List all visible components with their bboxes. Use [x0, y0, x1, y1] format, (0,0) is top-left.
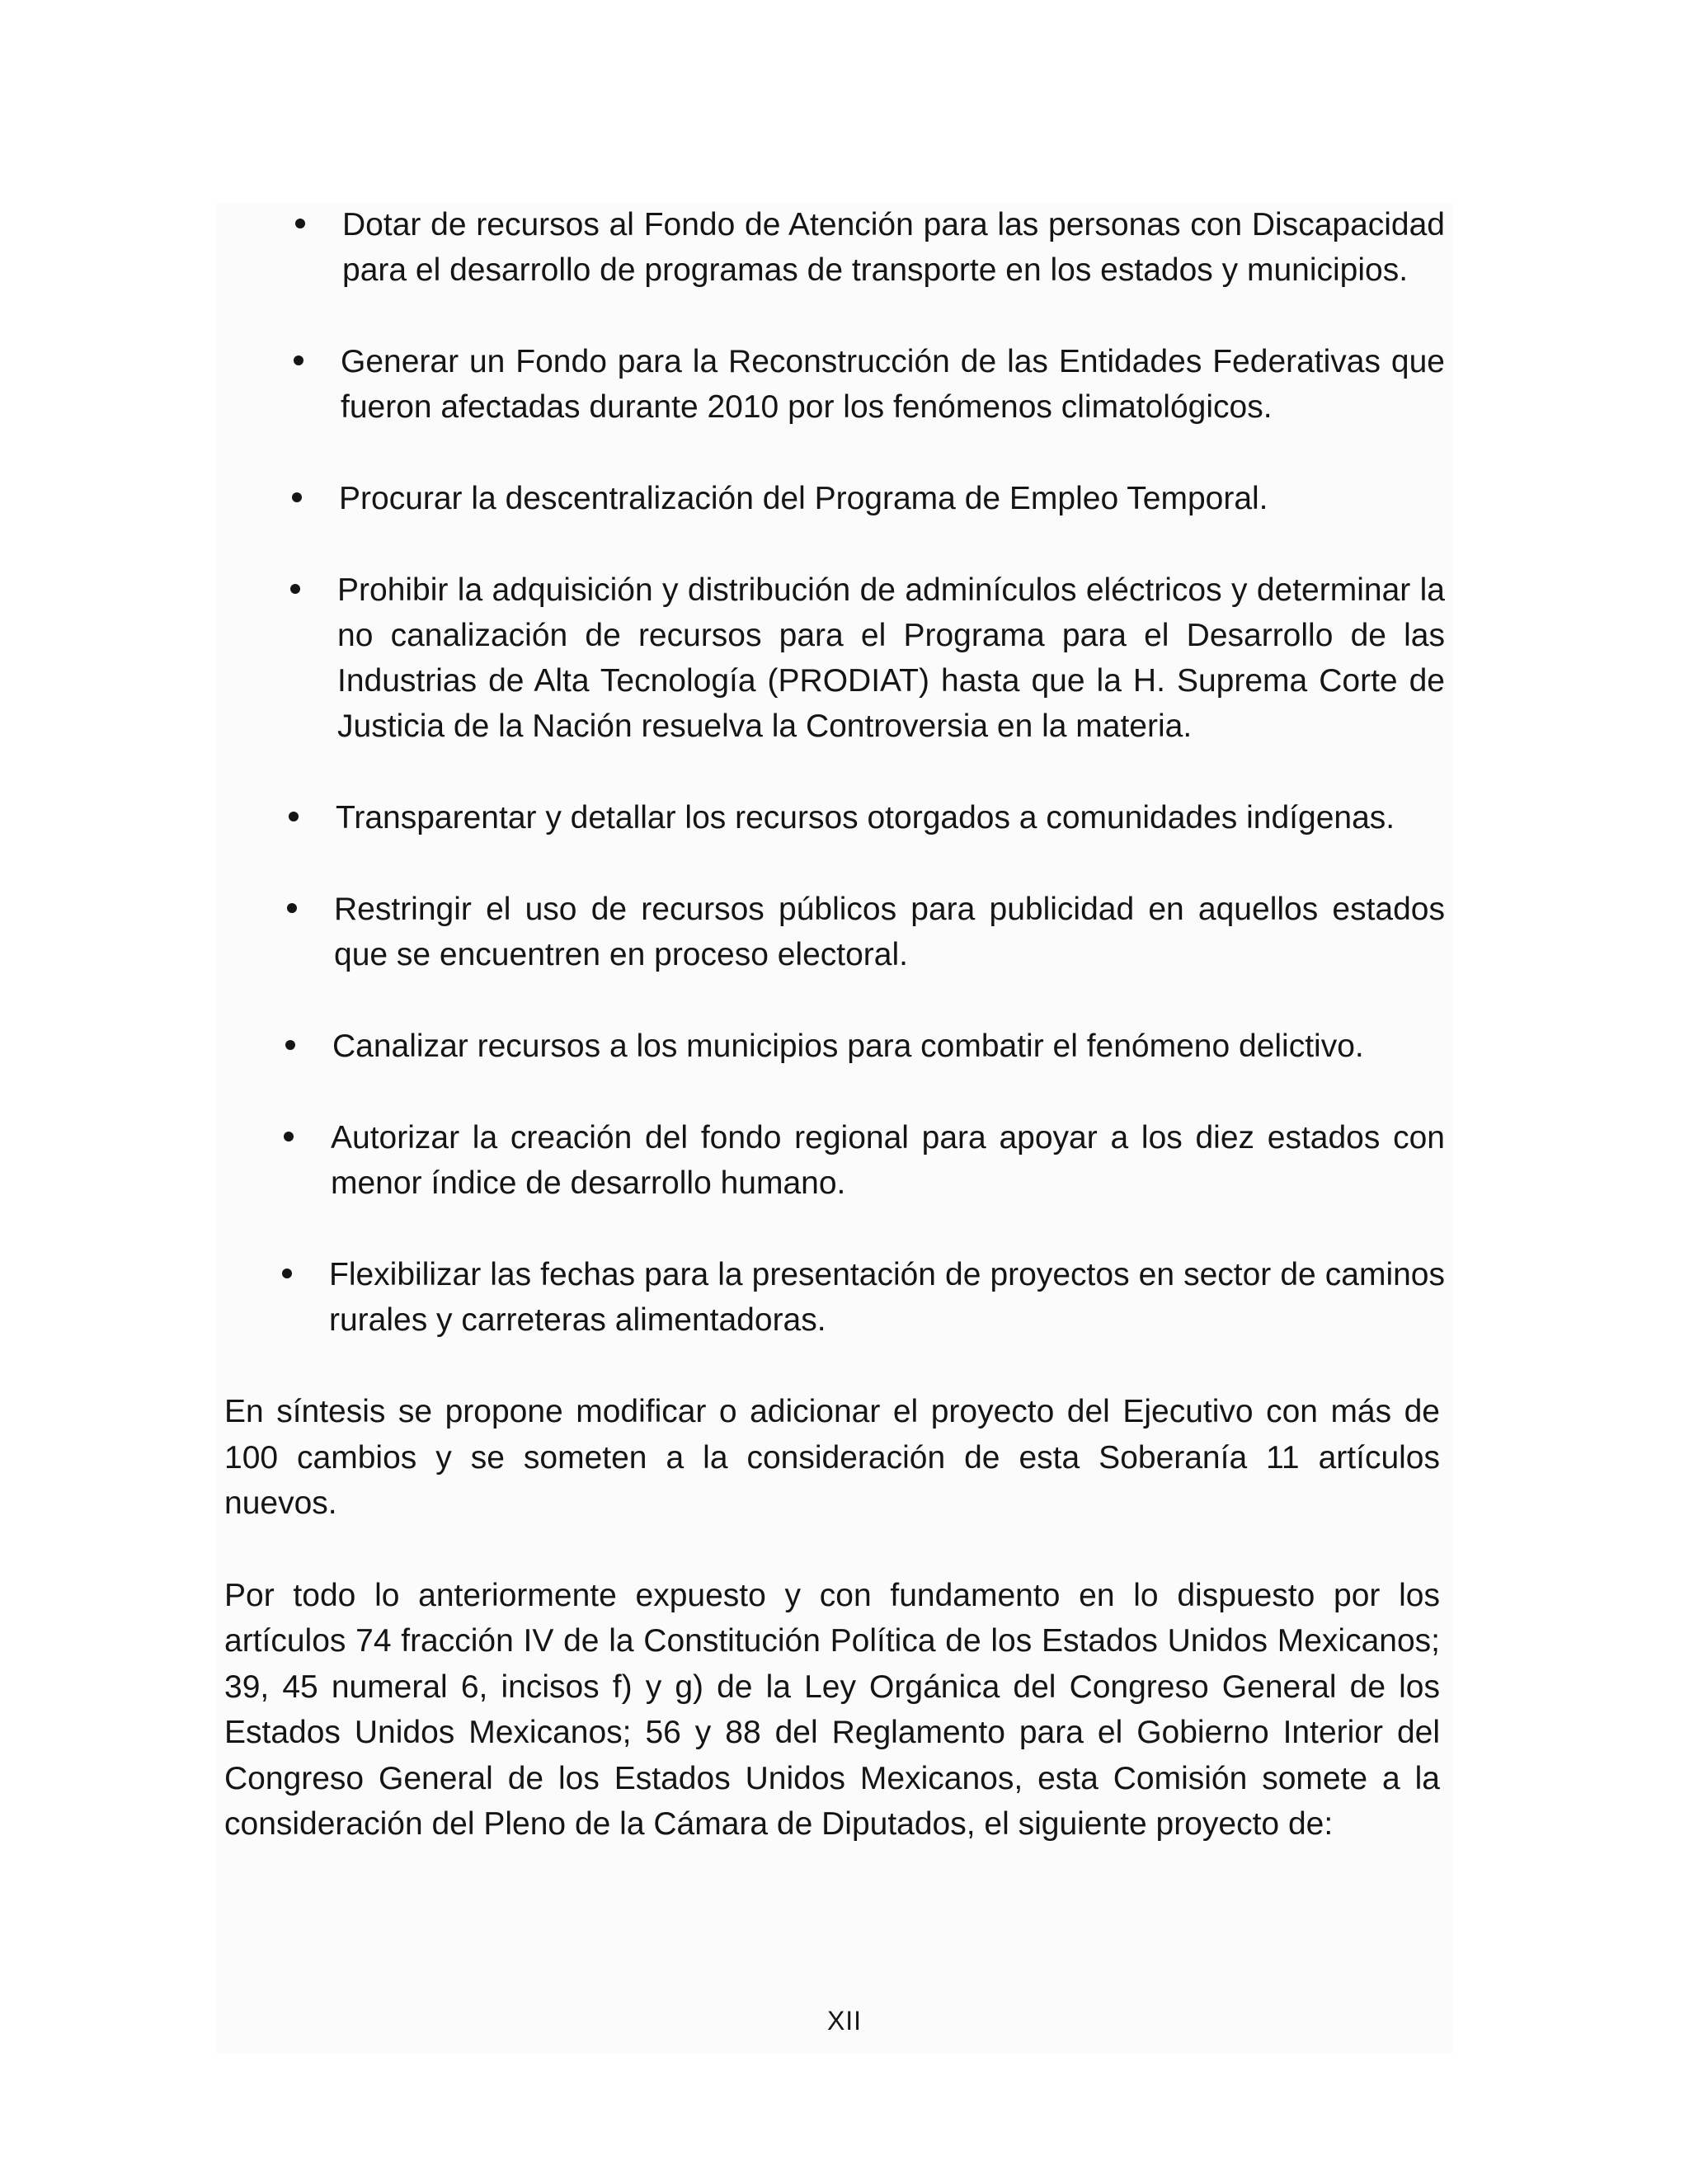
- list-item: [224, 339, 1445, 430]
- bullet-icon: [290, 584, 300, 594]
- page-content: [224, 202, 1445, 1894]
- bullet-icon: [289, 812, 299, 821]
- list-item: [224, 476, 1445, 521]
- list-item-text: Autorizar la creación del fondo regional para apoyar a los diez estados con menor índice de desarrollo humano.: [331, 1120, 1445, 1201]
- list-item: [224, 202, 1445, 293]
- list-item: [224, 795, 1445, 840]
- list-item-text: Flexibilizar las fechas para la presentación de proyectos en sector de caminos rurales y carreteras alimentadoras.: [329, 1257, 1445, 1338]
- list-item: [224, 887, 1445, 977]
- list-item-text: Restringir el uso de recursos públicos para publicidad en aquellos estados que se encuentren en proceso electoral.: [334, 892, 1445, 972]
- legal-basis-paragraph: Por todo lo anteriormente expuesto y con fundamento en lo dispuesto por los artículos 74 fracción IV de la Constitución Política de los Estados Unidos Mexicanos; 39, 45 numeral 6, incisos f) y g) de la Ley Orgánica del Congreso General de los Estados Unidos Mexicanos; 56 y 88 del Reglamento para el Gobierno Interior del Congreso General de los Estados Unidos Mexicanos, esta Comisión somete a la consideración del Pleno de la Cámara de Diputados, el siguiente proyecto de:: [224, 1577, 1440, 1842]
- bullet-icon: [287, 903, 297, 913]
- list-item: [224, 1252, 1445, 1343]
- bullet-icon: [295, 219, 305, 228]
- proposal-bullet-list: [224, 202, 1445, 1343]
- summary-paragraph: En síntesis se propone modificar o adicionar el proyecto del Ejecutivo con más de 100 cambios y se someten a la consideración de esta Soberanía 11 artículos nuevos.: [224, 1394, 1440, 1521]
- list-item: [224, 1024, 1445, 1069]
- list-item: [224, 1115, 1445, 1206]
- list-item-text: Prohibir la adquisición y distribución de adminículos eléctricos y determinar la no canalización de recursos para el Programa para el Desarrollo de las Industrias de Alta Tecnología (PRODIAT) hasta que la H. Suprema Corte de Justicia de la Nación resuelva la Controversia en la materia.: [337, 572, 1445, 744]
- list-item-text: Transparentar y detallar los recursos otorgados a comunidades indígenas.: [336, 800, 1395, 835]
- list-item-text: Dotar de recursos al Fondo de Atención para las personas con Discapacidad para el desarrollo de programas de transporte en los estados y municipios.: [342, 207, 1445, 288]
- bullet-icon: [292, 492, 302, 502]
- list-item-text: Procurar la descentralización del Programa de Empleo Temporal.: [339, 481, 1268, 516]
- list-item-text: Generar un Fondo para la Reconstrucción de las Entidades Federativas que fueron afectadas durante 2010 por los fenómenos climatológicos.: [341, 344, 1445, 425]
- bullet-icon: [294, 355, 303, 365]
- bullet-icon: [284, 1132, 294, 1141]
- bullet-icon: [282, 1269, 292, 1278]
- page-number: XII: [826, 2006, 863, 2036]
- list-item: [224, 567, 1445, 749]
- list-item-text: Canalizar recursos a los municipios para combatir el fenómeno delictivo.: [332, 1028, 1364, 1064]
- bullet-icon: [285, 1040, 295, 1050]
